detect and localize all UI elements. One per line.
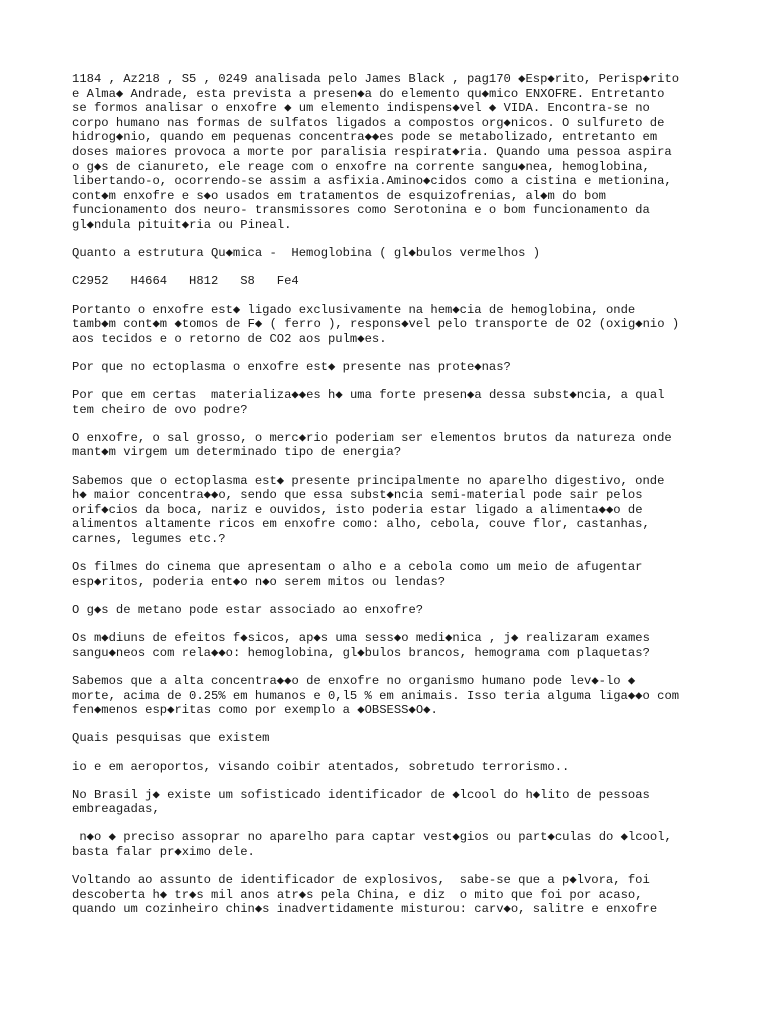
paragraph-chemical-structure-heading: Quanto a estrutura Qu◆mica - Hemoglobina ( gl◆bulos vermelhos ) <box>72 246 541 261</box>
paragraph-intro: 1184 , Az218 , S5 , 0249 analisada pelo James Black , pag170 ◆Esp◆rito, Perisp◆rito e Alma◆ Andrade, esta prevista a presen◆a do elemento qu◆mico ENXOFRE. Entretanto se formos analisar o enxofre ◆ um elemento indispens◆vel ◆ VIDA. Encontra-se no corpo humano nas formas de sulfatos ligados a compostos org◆nicos. O sulfureto de hidrog◆nio, quando em pequenas concentra◆◆es pode se metabolizado, entretanto em doses maiores provoca a morte por paralisia respirat◆ria. Quando uma pessoa aspira o g◆s de cianureto, ele reage com o enxofre na corrente sangu◆nea, hemoglobina, libertando-o, ocorrendo-se assim a asfixia.Amino◆cidos como a cistina e metionina, cont◆m enxofre e s◆o usados em tratamentos de esquizofrenias, al◆m do bom funcionamento dos neuro- transmissores como Serotonina e o bom funcionamento da gl◆ndula pituit◆ria ou Pineal. <box>72 72 680 232</box>
paragraph-formula: C2952 H4664 H812 S8 Fe4 <box>72 274 299 289</box>
paragraph-brazil: No Brasil j◆ existe um sofisticado identificador de ◆lcool do h◆lito de pessoas embreagadas, <box>72 787 650 817</box>
paragraph-question-materializations: Por que em certas materializa◆◆es h◆ uma forte presen◆a dessa subst◆ncia, a qual tem cheiro de ovo podre? <box>72 388 665 417</box>
paragraph-research: Quais pesquisas que existem <box>72 731 270 746</box>
paragraph-mediums: Os m◆diuns de efeitos f◆sicos, ap◆s uma sess◆o medi◆nica , j◆ realizaram exames sangu◆neos com rela◆◆o: hemoglobina, gl◆bulos brancos, hemograma com plaquetas? <box>72 631 650 660</box>
paragraph-digestive: Sabemos que o ectoplasma est◆ presente principalmente no aparelho digestivo, onde h◆ maior concentra◆◆o, sendo que essa subst◆ncia semi-material pode sair pelos orif◆cios da boca, nariz e ouvidos, isto poderia estar ligado a alimenta◆◆o de alimentos altamente ricos em enxofre como: alho, cebola, couve flor, castanhas, carnes, legumes etc.? <box>72 473 665 546</box>
paragraph-methane: O g◆s de metano pode estar associado ao enxofre? <box>72 602 424 617</box>
paragraph-question-ectoplasm: Por que no ectoplasma o enxofre est◆ presente nas prote◆nas? <box>72 359 511 374</box>
paragraph-concentration: Sabemos que a alta concentra◆◆o de enxofre no organismo humano pode lev◆-lo ◆ morte, acima de 0.25% em humanos e 0,l5 % em animais. Isso teria alguma liga◆◆o com fen◆menos esp◆ritas como por exemplo a ◆OBSESS◆O◆. <box>72 673 680 718</box>
paragraph-breath: n◆o ◆ preciso assoprar no aparelho para captar vest◆gios ou part◆culas do ◆lcool, basta falar pr◆ximo dele. <box>72 830 672 860</box>
paragraph-films: Os filmes do cinema que apresentam o alho e a cebola como um meio de afugentar esp◆ritos, poderia ent◆o n◆o serem mitos ou lendas? <box>72 560 643 589</box>
paragraph-airports: io e em aeroportos, visando coibir atentados, sobretudo terrorismo.. <box>72 759 570 774</box>
document-page <box>72 72 712 931</box>
paragraph-question-elements: O enxofre, o sal grosso, o merc◆rio poderiam ser elementos brutos da natureza onde mant◆m virgem um determinado tipo de energia? <box>72 430 672 460</box>
paragraph-gunpowder: Voltando ao assunto de identificador de explosivos, sabe-se que a p◆lvora, foi descoberta h◆ tr◆s mil anos atr◆s pela China, e diz o mito que foi por acaso, quando um cozinheiro chin◆s inadvertidamente misturou: carv◆o, salitre e enxofre <box>72 873 658 917</box>
paragraph-hemoglobin: Portanto o enxofre est◆ ligado exclusivamente na hem◆cia de hemoglobina, onde tamb◆m cont◆m ◆tomos de F◆ ( ferro ), respons◆vel pelo transporte de O2 (oxig◆nio ) aos tecidos e o retorno de CO2 aos pulm◆es. <box>72 302 680 346</box>
